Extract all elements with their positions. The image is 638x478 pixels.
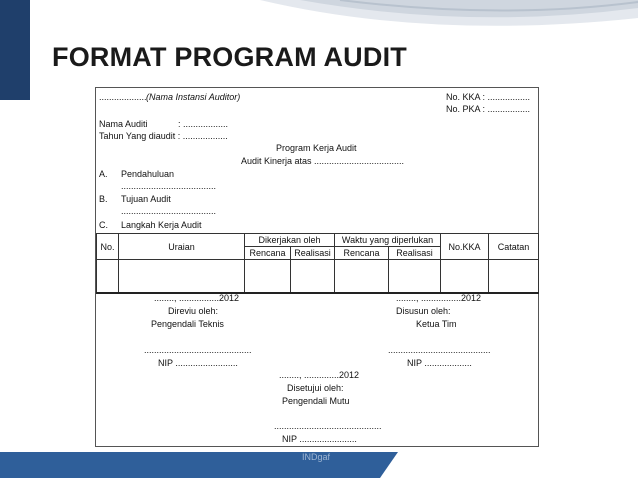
- auditor-name: (Nama Instansi Auditor): [146, 92, 241, 102]
- left-sign-nip: NIP .........................: [158, 358, 238, 368]
- col-rencana-1: Rencana: [245, 247, 291, 260]
- right-sign-nip: NIP ...................: [407, 358, 472, 368]
- section-b-title: Tujuan Audit: [121, 194, 171, 204]
- section-a-letter: A.: [99, 169, 108, 179]
- right-sign-date: ........, ................2012: [396, 293, 482, 303]
- right-sign-line: .........................................: [388, 345, 491, 355]
- audit-subject-heading: Audit Kinerja atas ....................................: [241, 156, 405, 166]
- col-catatan: Catatan: [489, 234, 539, 260]
- table-row: [97, 260, 539, 294]
- section-b-letter: B.: [99, 194, 108, 204]
- kka-number: No. KKA : .................: [446, 92, 531, 102]
- auditi-value: : ..................: [178, 119, 229, 129]
- col-realisasi-2: Realisasi: [389, 247, 441, 260]
- left-sign-title: Pengendali Teknis: [151, 319, 224, 329]
- auditi-label: Nama Auditi: [99, 119, 148, 129]
- audit-steps-table: [96, 233, 539, 294]
- col-rencana-2: Rencana: [335, 247, 389, 260]
- section-b-dots: ......................................: [121, 206, 217, 216]
- footer-text: INDgaf: [302, 452, 331, 462]
- nav-accent-block: [0, 0, 30, 100]
- section-c-title: Langkah Kerja Audit: [121, 220, 202, 230]
- auditor-dots: ...................: [99, 92, 147, 102]
- right-sign-title: Ketua Tim: [416, 319, 457, 329]
- left-sign-role: Direviu oleh:: [168, 306, 219, 316]
- audit-year: Tahun Yang diaudit : ..................: [99, 131, 228, 141]
- col-waktu: Waktu yang diperlukan: [335, 234, 441, 247]
- col-no: No.: [97, 234, 119, 260]
- pka-number: No. PKA : .................: [446, 104, 531, 114]
- center-sign-nip: NIP .......................: [282, 434, 357, 444]
- col-realisasi-1: Realisasi: [291, 247, 335, 260]
- center-sign-role: Disetujui oleh:: [287, 383, 344, 393]
- center-sign-line: ...........................................: [274, 421, 382, 431]
- slide-title: FORMAT PROGRAM AUDIT: [52, 42, 407, 72]
- col-dikerjakan: Dikerjakan oleh: [245, 234, 335, 247]
- section-a-title: Pendahuluan: [121, 169, 175, 179]
- left-sign-line: ...........................................: [144, 345, 252, 355]
- section-c-letter: C.: [99, 220, 108, 230]
- program-heading: Program Kerja Audit: [276, 143, 357, 153]
- col-nokka: No.KKA: [441, 234, 489, 260]
- right-sign-role: Disusun oleh:: [396, 306, 451, 316]
- center-sign-title: Pengendali Mutu: [282, 396, 350, 406]
- left-sign-date: ........, ................2012: [154, 293, 240, 303]
- audit-program-form: [95, 87, 539, 447]
- center-sign-date: ........, ..............2012: [279, 370, 360, 380]
- col-uraian: Uraian: [119, 234, 245, 260]
- section-a-dots: ......................................: [121, 181, 217, 191]
